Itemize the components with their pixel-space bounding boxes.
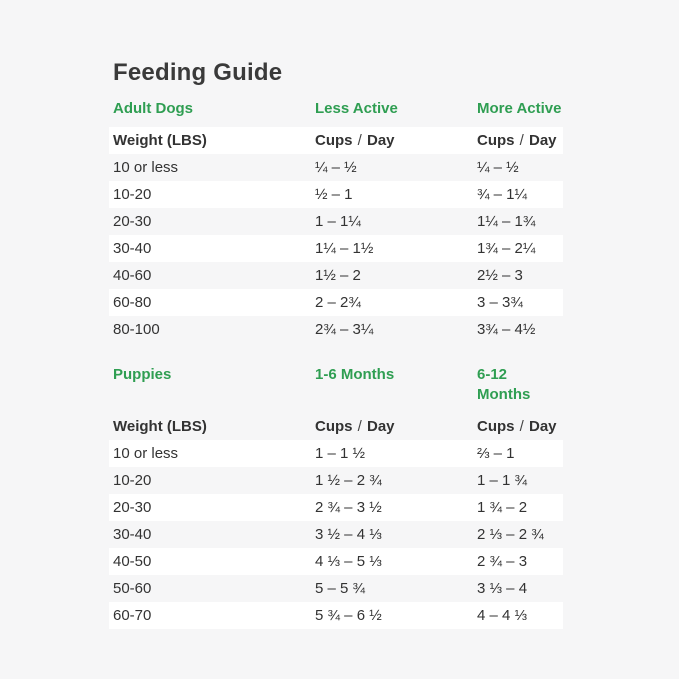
table-subheader-row — [109, 127, 563, 154]
cups-per-day-header-cell: Cups / Day — [477, 418, 557, 435]
range-cell-1: 3 ½ – 4 ⅓ — [315, 526, 382, 543]
range-cell-1: ½ – 1 — [315, 186, 353, 203]
weight-cell: 10-20 — [113, 186, 152, 203]
cups-per-day-header-cell: Cups / Day — [477, 132, 557, 149]
section-title: Adult Dogs — [113, 100, 193, 117]
range-cell-2: 1 – 1 ¾ — [477, 472, 528, 489]
cups-per-day-header-cell: Cups / Day — [315, 132, 395, 149]
range-cell-2: 2 ⅓ – 2 ¾ — [477, 526, 544, 543]
range-cell-1: ¼ – ½ — [315, 159, 357, 176]
range-cell-1: 2 ¾ – 3 ½ — [315, 499, 382, 516]
column-header-2: More Active — [477, 100, 562, 117]
feeding-section — [109, 365, 563, 629]
weight-cell: 10 or less — [113, 445, 179, 462]
range-cell-2: ¼ – ½ — [477, 159, 519, 176]
range-cell-2: 1¾ – 2¼ — [477, 240, 536, 257]
weight-cell: 20-30 — [113, 499, 152, 516]
table-row — [109, 235, 563, 262]
range-cell-2: 2 ¾ – 3 — [477, 553, 528, 570]
range-cell-2: 4 – 4 ⅓ — [477, 607, 528, 624]
table-row — [109, 602, 563, 629]
range-cell-2: 1¼ – 1¾ — [477, 213, 536, 230]
weight-cell: 80-100 — [113, 321, 160, 338]
range-cell-2: 2½ – 3 — [477, 267, 523, 284]
range-cell-1: 4 ⅓ – 5 ⅓ — [315, 553, 382, 570]
page-title: Feeding Guide — [113, 59, 283, 86]
table-row — [109, 208, 563, 235]
weight-cell: 20-30 — [113, 213, 152, 230]
range-cell-1: 2¾ – 3¼ — [315, 321, 374, 338]
sections-container — [109, 99, 679, 629]
cups-per-day-header-cell: Cups / Day — [315, 418, 395, 435]
range-cell-2: 3¾ – 4½ — [477, 321, 536, 338]
table-row — [109, 262, 563, 289]
column-header-1: Less Active — [315, 100, 398, 117]
range-cell-1: 1 ½ – 2 ¾ — [315, 472, 382, 489]
table-row — [109, 316, 563, 343]
table-row — [109, 575, 563, 602]
range-cell-2: 3 – 3¾ — [477, 294, 523, 311]
range-cell-2: 1 ¾ – 2 — [477, 499, 528, 516]
range-cell-1: 2 – 2¾ — [315, 294, 361, 311]
weight-cell: 30-40 — [113, 240, 152, 257]
range-cell-2: ¾ – 1¼ — [477, 186, 528, 203]
weight-cell: 60-80 — [113, 294, 152, 311]
range-cell-1: 1½ – 2 — [315, 267, 361, 284]
weight-cell: 10-20 — [113, 472, 152, 489]
range-cell-2: ⅔ – 1 — [477, 445, 515, 462]
table-row — [109, 521, 563, 548]
section-title: Puppies — [113, 366, 172, 383]
table-subheader-row — [109, 413, 563, 440]
weight-cell: 40-60 — [113, 267, 152, 284]
section-header-row — [109, 365, 563, 405]
table-body — [109, 154, 563, 343]
table-row — [109, 467, 563, 494]
section-header-row — [109, 99, 563, 119]
range-cell-2: 3 ⅓ – 4 — [477, 580, 528, 597]
weight-header-cell: Weight (LBS) — [113, 418, 207, 435]
weight-cell: 60-70 — [113, 607, 152, 624]
weight-header-cell: Weight (LBS) — [113, 132, 207, 149]
range-cell-1: 1 – 1 ½ — [315, 445, 366, 462]
table-row — [109, 548, 563, 575]
table-row — [109, 494, 563, 521]
feeding-table — [109, 413, 563, 629]
weight-cell: 30-40 — [113, 526, 152, 543]
weight-cell: 10 or less — [113, 159, 179, 176]
range-cell-1: 5 – 5 ¾ — [315, 580, 366, 597]
feeding-section — [109, 99, 563, 343]
table-row — [109, 181, 563, 208]
table-row — [109, 289, 563, 316]
range-cell-1: 5 ¾ – 6 ½ — [315, 607, 382, 624]
table-row — [109, 154, 563, 181]
range-cell-1: 1¼ – 1½ — [315, 240, 374, 257]
column-header-2: 6-12 Months — [477, 366, 531, 403]
range-cell-1: 1 – 1¼ — [315, 213, 361, 230]
weight-cell: 40-50 — [113, 553, 152, 570]
column-header-1: 1-6 Months — [315, 366, 395, 383]
weight-cell: 50-60 — [113, 580, 152, 597]
table-row — [109, 440, 563, 467]
feeding-table — [109, 127, 563, 343]
table-body — [109, 440, 563, 629]
